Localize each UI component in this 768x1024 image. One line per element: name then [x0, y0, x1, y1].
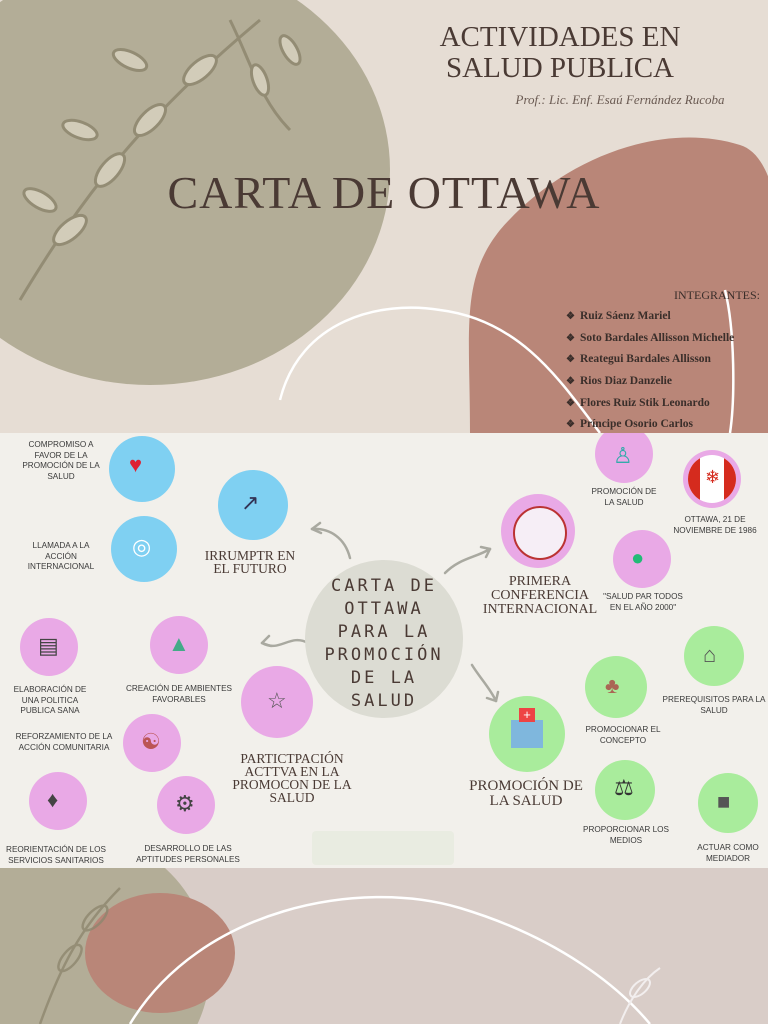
- canada-flag-icon: ❄: [683, 450, 741, 508]
- empty-box: [312, 831, 454, 865]
- mind-map-slide: [0, 433, 768, 868]
- proporcionar-label: PROPORCIONAR LOS MEDIOS: [583, 825, 669, 845]
- policy-icon: ▤: [20, 618, 78, 676]
- desarrollo-label: DESARROLLO DE LAS APTITUDES PERSONALES: [136, 844, 240, 864]
- yoga-icon: ☆: [241, 666, 313, 738]
- creacion-label: CREACIÓN DE AMBIENTES FAVORABLES: [125, 684, 232, 704]
- city-icon: ■: [698, 773, 758, 833]
- member-item: ❖ Soto Bardales Allisson Michelle: [566, 332, 734, 344]
- member-item: ❖ Reategui Bardales Allisson: [566, 353, 711, 365]
- elaboracion-label: ELABORACIÓN DE UNA POLITICA PUBLICA SANA: [13, 685, 87, 715]
- conferencia-branch: PRIMERA CONFERENCIA INTERNACIONAL: [482, 574, 598, 617]
- house-dove-icon: ⌂: [684, 626, 744, 686]
- arrow-right-down: [472, 665, 496, 701]
- reorientacion-label: REORIENTACIÓN DE LOS SERVICIOS SANITARIOS: [6, 845, 106, 865]
- salud-todos-label: "SALUD PAR TODOS EN EL AÑO 2000": [603, 592, 683, 612]
- community-icon: ☯: [123, 714, 181, 772]
- members-title: INTEGRANTES:: [674, 288, 760, 302]
- decorative-shapes-bottom: [0, 868, 768, 1024]
- skills-icon: ⚙: [157, 776, 215, 834]
- document-icon: [501, 494, 575, 568]
- participacion-branch: PARTICTPACIÓN ACTTVA EN LA PROMOCON DE LA SALUD: [232, 751, 352, 805]
- promocion-branch: PROMOCIÓN DE LA SALUD: [469, 778, 583, 809]
- member-item: ❖ Flores Ruiz Stik Leonardo: [566, 397, 710, 409]
- irrumpir-branch: IRRUMPTR EN EL FUTURO: [204, 548, 296, 576]
- actuar-label: ACTUAR COMO MEDIADOR: [697, 843, 759, 863]
- member-item: ❖ Ruiz Sáenz Mariel: [566, 310, 671, 322]
- arrow-up-left: [312, 529, 350, 558]
- future-icon: ↗: [218, 470, 288, 540]
- compromiso-label: COMPROMISO A FAVOR DE LA PROMOCIÓN DE LA SALUD: [22, 440, 100, 481]
- page-title: CARTA DE OTTAWA: [167, 167, 601, 218]
- course-heading: ACTIVIDADES EN SALUD PUBLICA: [439, 21, 681, 84]
- services-icon: ♦: [29, 772, 87, 830]
- un-document-icon: ◎: [111, 516, 177, 582]
- hospital-icon: +: [489, 696, 565, 772]
- professor-name: Prof.: Lic. Enf. Esaú Fernández Rucoba: [515, 92, 725, 107]
- title-slide: [0, 0, 768, 433]
- prerequisitos-label: PREREQUISITOS PARA LA SALUD: [662, 695, 766, 715]
- environment-icon: ▲: [150, 616, 208, 674]
- promocion-small-label: PROMOCIÓN DE LA SALUD: [591, 487, 657, 507]
- arrow-right-up: [445, 549, 490, 573]
- bottom-slide: [0, 868, 768, 1024]
- tree-doctor-icon: ♣: [585, 656, 647, 718]
- globe-hands-icon: ●: [613, 530, 671, 588]
- ottawa-date-label: OTTAWA, 21 DE NOVIEMBRE DE 1986: [673, 515, 757, 535]
- center-title: CARTA DE OTTAWA PARA LA PROMOCIÓN DE LA SALUD: [324, 576, 444, 711]
- member-item: ❖ Príncipe Osorio Carlos: [566, 418, 693, 430]
- promocionar-label: PROMOCIONAR EL CONCEPTO: [585, 725, 661, 745]
- leaf-outline-icon: [620, 968, 660, 1024]
- heart-hands-icon: ♥: [109, 436, 175, 502]
- people-globe-icon: ♙: [595, 433, 653, 483]
- reforzamiento-label: REFORZAMIENTO DE LA ACCIÓN COMUNITARIA: [15, 732, 113, 752]
- llamada-label: LLAMADA A LA ACCIÓN INTERNACIONAL: [27, 541, 95, 571]
- scales-icon: ⚖: [595, 760, 655, 820]
- member-item: ❖ Rios Diaz Danzelie: [566, 375, 672, 387]
